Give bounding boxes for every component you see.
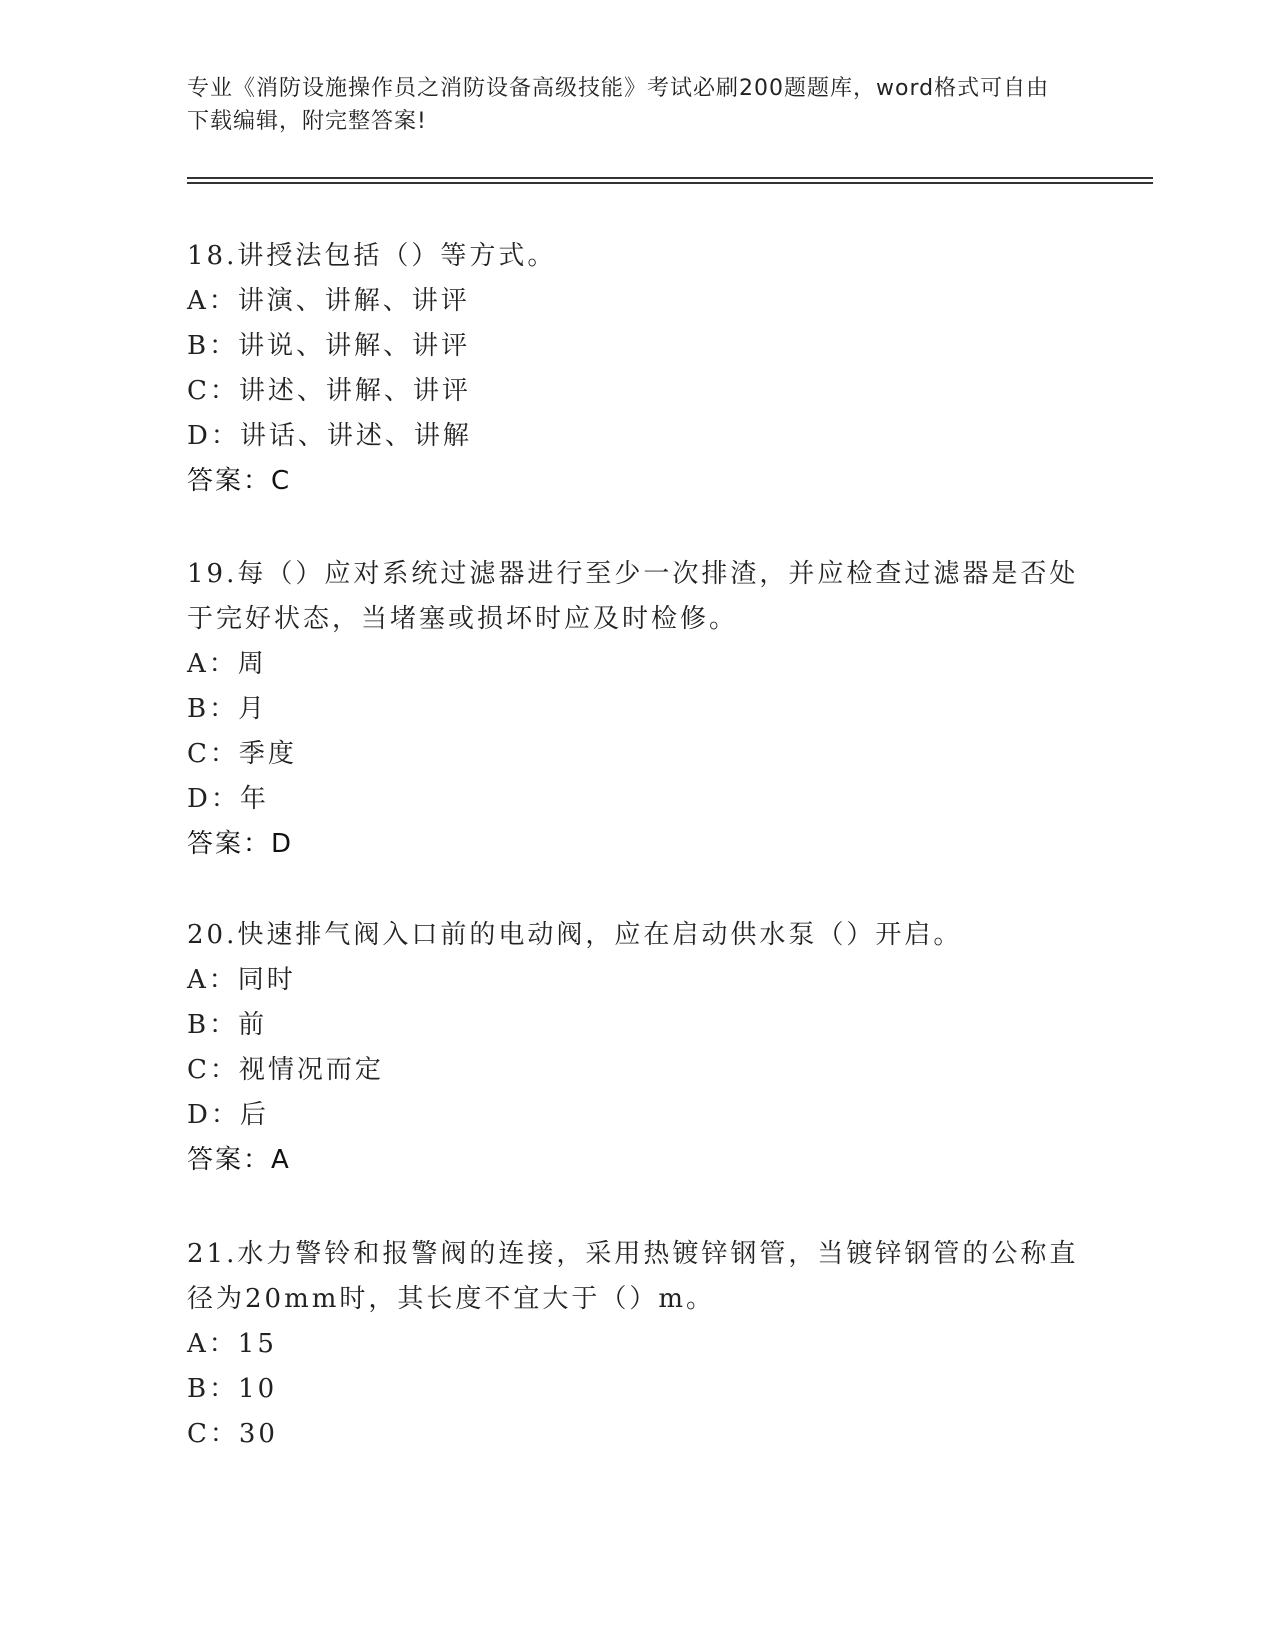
option-a: A：周 bbox=[187, 649, 267, 679]
option-b: B：前 bbox=[187, 1010, 268, 1040]
answer-line: 答案：A bbox=[187, 1145, 291, 1175]
document-header-intro: 专业《消防设施操作员之消防设备高级技能》考试必刷200题题库，word格式可自由下载编辑，附完整答案! bbox=[187, 76, 1050, 134]
question-stem: 19.每（）应对系统过滤器进行至少一次排渣，并应检查过滤器是否处于完好状态，当堵塞或损坏时应及时检修。 bbox=[187, 559, 1079, 634]
question-20 bbox=[187, 913, 1087, 1183]
option-a: A：讲演、讲解、讲评 bbox=[187, 286, 470, 316]
option-d: D：后 bbox=[187, 1100, 269, 1130]
header-divider-bottom bbox=[187, 182, 1153, 184]
option-b: B：讲说、讲解、讲评 bbox=[187, 331, 471, 361]
question-stem: 21.水力警铃和报警阀的连接，采用热镀锌钢管，当镀锌钢管的公称直径为20mm时，其长度不宜大于（）m。 bbox=[187, 1239, 1079, 1314]
option-c: C：30 bbox=[187, 1419, 278, 1449]
option-d: D：年 bbox=[187, 784, 269, 814]
question-stem: 20.快速排气阀入口前的电动阀，应在启动供水泵（）开启。 bbox=[187, 920, 963, 950]
answer-line: 答案：C bbox=[187, 466, 292, 496]
option-b: B：月 bbox=[187, 694, 268, 724]
option-c: C：讲述、讲解、讲评 bbox=[187, 376, 471, 406]
option-b: B：10 bbox=[187, 1374, 278, 1404]
header-divider-top bbox=[187, 177, 1153, 179]
option-a: A：15 bbox=[187, 1329, 277, 1359]
question-21 bbox=[187, 1232, 1087, 1457]
option-c: C：视情况而定 bbox=[187, 1055, 384, 1085]
question-18 bbox=[187, 234, 1087, 504]
question-19 bbox=[187, 552, 1087, 867]
option-d: D：讲话、讲述、讲解 bbox=[187, 421, 472, 451]
question-stem: 18.讲授法包括（）等方式。 bbox=[187, 241, 557, 271]
option-c: C：季度 bbox=[187, 739, 297, 769]
option-a: A：同时 bbox=[187, 965, 296, 995]
answer-line: 答案：D bbox=[187, 829, 294, 859]
